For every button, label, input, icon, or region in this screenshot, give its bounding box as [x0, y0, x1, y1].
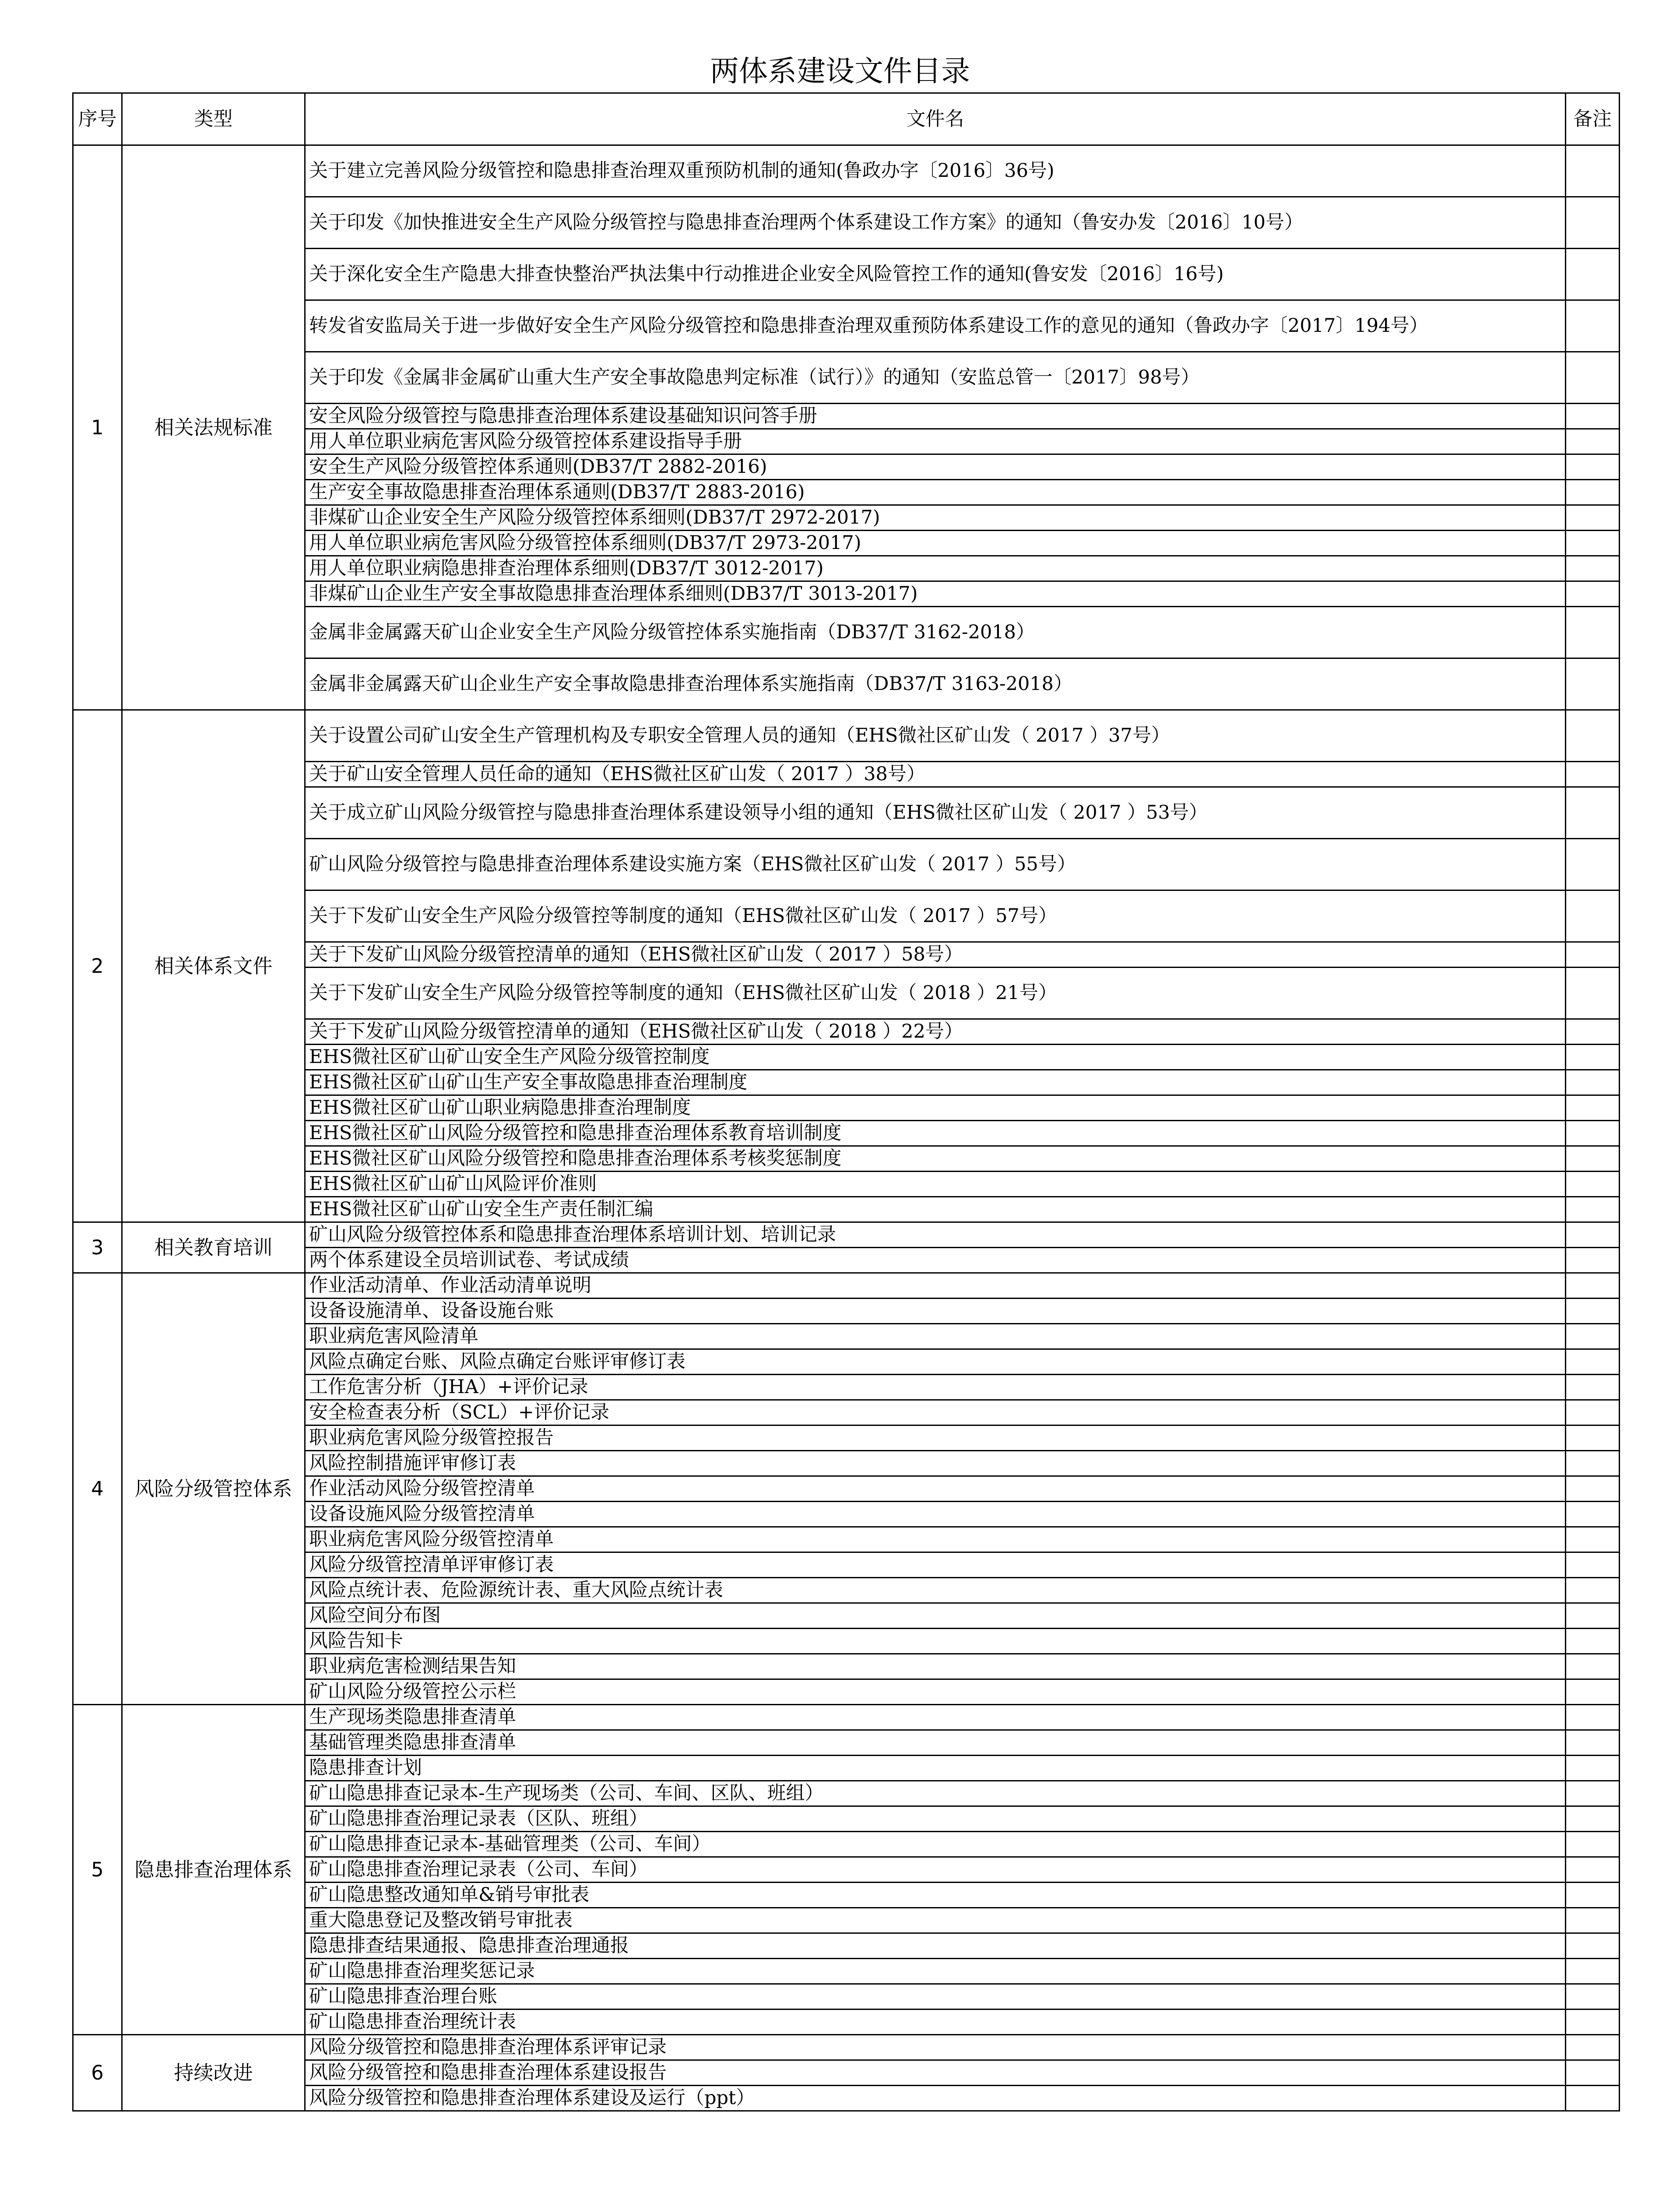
note-cell	[1566, 1679, 1620, 1705]
document-name: 金属非金属露天矿山企业安全生产风险分级管控体系实施指南（DB37/T 3162-2018）	[309, 621, 1035, 643]
document-name-cell	[305, 1273, 1566, 1299]
table-row	[73, 1781, 1620, 1806]
header-name: 文件名	[305, 93, 1566, 145]
note-cell	[1566, 429, 1620, 454]
document-name-cell	[305, 1908, 1566, 1933]
document-name-cell	[305, 1451, 1566, 1476]
note-cell	[1566, 505, 1620, 531]
header-type: 类型	[122, 93, 305, 145]
document-name-cell	[305, 505, 1566, 531]
document-name-cell	[305, 1299, 1566, 1324]
section-number: 1	[73, 145, 122, 710]
table-row	[73, 968, 1620, 1019]
document-name-cell	[305, 1730, 1566, 1756]
table-row	[73, 1756, 1620, 1781]
document-name: 安全生产风险分级管控体系通则(DB37/T 2882-2016)	[309, 455, 767, 478]
note-cell	[1566, 1527, 1620, 1552]
document-name: 安全检查表分析（SCL）+评价记录	[309, 1401, 609, 1423]
table-row	[73, 942, 1620, 968]
document-name: 关于下发矿山安全生产风险分级管控等制度的通知（EHS微社区矿山发（ 2018 ）21号）	[309, 982, 1057, 1004]
table-row	[73, 352, 1620, 404]
document-name: 生产现场类隐患排查清单	[309, 1706, 516, 1728]
note-cell	[1566, 1857, 1620, 1883]
document-name: 职业病危害检测结果告知	[309, 1655, 516, 1677]
note-cell	[1566, 1400, 1620, 1425]
document-name-cell	[305, 942, 1566, 968]
note-cell	[1566, 300, 1620, 352]
document-name: 转发省安监局关于进一步做好安全生产风险分级管控和隐患排查治理双重预防体系建设工作的意见的通知（鲁政办字〔2017〕194号）	[309, 314, 1428, 337]
document-name: 关于设置公司矿山安全生产管理机构及专职安全管理人员的通知（EHS微社区矿山发（ 2017 ）37号）	[309, 724, 1170, 746]
note-cell	[1566, 1375, 1620, 1400]
document-name: 生产安全事故隐患排查治理体系通则(DB37/T 2883-2016)	[309, 481, 805, 503]
document-name: 非煤矿山企业生产安全事故隐患排查治理体系细则(DB37/T 3013-2017)	[309, 582, 918, 605]
note-cell	[1566, 1248, 1620, 1273]
note-cell	[1566, 1451, 1620, 1476]
section-number: 6	[73, 2035, 122, 2111]
table-row	[73, 1806, 1620, 1832]
table-row	[73, 556, 1620, 581]
document-name-cell	[305, 1197, 1566, 1222]
document-name: 职业病危害风险清单	[309, 1325, 478, 1347]
document-name: 作业活动风险分级管控清单	[309, 1477, 535, 1499]
note-cell	[1566, 710, 1620, 762]
document-name: 风险分级管控和隐患排查治理体系评审记录	[309, 2036, 667, 2058]
document-name: 矿山隐患排查治理台账	[309, 1985, 497, 2007]
document-name: 关于深化安全生产隐患大排查快整治严执法集中行动推进企业安全风险管控工作的通知(鲁安发〔2016〕16号)	[309, 263, 1224, 285]
document-name: 重大隐患登记及整改销号审批表	[309, 1909, 573, 1931]
table-row	[73, 145, 1620, 197]
document-name-cell	[305, 1375, 1566, 1400]
document-name: 关于下发矿山安全生产风险分级管控等制度的通知（EHS微社区矿山发（ 2017 ）57号）	[309, 904, 1057, 927]
table-row	[73, 762, 1620, 787]
table-row	[73, 1451, 1620, 1476]
note-cell	[1566, 1629, 1620, 1654]
table-row	[73, 1121, 1620, 1146]
table-row	[73, 1197, 1620, 1222]
note-cell	[1566, 404, 1620, 429]
document-name-cell	[305, 1679, 1566, 1705]
document-name: 风险分级管控和隐患排查治理体系建设报告	[309, 2061, 667, 2083]
header-no: 序号	[73, 93, 122, 145]
document-name-cell	[305, 1883, 1566, 1908]
document-name-cell	[305, 1933, 1566, 1959]
document-name-cell	[305, 1629, 1566, 1654]
note-cell	[1566, 1730, 1620, 1756]
table-row	[73, 607, 1620, 658]
table-row	[73, 1502, 1620, 1527]
document-name-cell	[305, 1070, 1566, 1095]
table-row	[73, 505, 1620, 531]
document-name-cell	[305, 839, 1566, 890]
document-name: EHS微社区矿山矿山安全生产风险分级管控制度	[309, 1045, 710, 1068]
document-name-cell	[305, 404, 1566, 429]
note-cell	[1566, 1146, 1620, 1172]
note-cell	[1566, 658, 1620, 710]
document-name-cell	[305, 1425, 1566, 1451]
document-name: 风险控制措施评审修订表	[309, 1452, 516, 1474]
document-name: EHS微社区矿山矿山安全生产责任制汇编	[309, 1198, 654, 1220]
table-row	[73, 1857, 1620, 1883]
note-cell	[1566, 607, 1620, 658]
document-name: 风险分级管控清单评审修订表	[309, 1553, 554, 1576]
note-cell	[1566, 787, 1620, 839]
document-name-cell	[305, 1603, 1566, 1629]
document-name-cell	[305, 1502, 1566, 1527]
table-row	[73, 787, 1620, 839]
note-cell	[1566, 145, 1620, 197]
note-cell	[1566, 1984, 1620, 2010]
document-name: 矿山隐患排查治理统计表	[309, 2010, 516, 2033]
document-name: 风险分级管控和隐患排查治理体系建设及运行（ppt）	[309, 2087, 755, 2109]
note-cell	[1566, 890, 1620, 942]
document-name: 工作危害分析（JHA）+评价记录	[309, 1376, 588, 1398]
document-name-cell	[305, 581, 1566, 607]
note-cell	[1566, 531, 1620, 556]
document-name: 矿山隐患排查治理记录表（区队、班组）	[309, 1807, 648, 1830]
note-cell	[1566, 197, 1620, 249]
note-cell	[1566, 1502, 1620, 1527]
table-row	[73, 1832, 1620, 1857]
table-row	[73, 249, 1620, 300]
document-name: EHS微社区矿山矿山风险评价准则	[309, 1172, 597, 1195]
document-name: 关于印发《金属非金属矿山重大生产安全事故隐患判定标准（试行）》的通知（安监总管一〔2017〕98号）	[309, 366, 1200, 388]
note-cell	[1566, 1883, 1620, 1908]
document-name-cell	[305, 890, 1566, 942]
table-row	[73, 1273, 1620, 1299]
document-name: 用人单位职业病危害风险分级管控体系细则(DB37/T 2973-2017)	[309, 531, 861, 554]
document-name: 矿山隐患排查治理记录表（公司、车间）	[309, 1858, 648, 1880]
document-name: 矿山风险分级管控与隐患排查治理体系建设实施方案（EHS微社区矿山发（ 2017 ）55号）	[309, 853, 1076, 875]
note-cell	[1566, 1425, 1620, 1451]
document-name: 关于印发《加快推进安全生产风险分级管控与隐患排查治理两个体系建设工作方案》的通知（鲁安办发〔2016〕10号）	[309, 211, 1304, 233]
table-row	[73, 404, 1620, 429]
document-name-cell	[305, 1806, 1566, 1832]
table-row	[73, 1222, 1620, 1248]
document-name-cell	[305, 1045, 1566, 1070]
table-row	[73, 1375, 1620, 1400]
table-row	[73, 300, 1620, 352]
document-name: 两个体系建设全员培训试卷、考试成绩	[309, 1249, 629, 1271]
note-cell	[1566, 249, 1620, 300]
page-title: 两体系建设文件目录	[710, 54, 970, 88]
document-name: 关于建立完善风险分级管控和隐患排查治理双重预防机制的通知(鲁政办字〔2016〕36号)	[309, 159, 1054, 182]
note-cell	[1566, 1832, 1620, 1857]
document-name-cell	[305, 1349, 1566, 1375]
section-type: 风险分级管控体系	[122, 1273, 305, 1705]
note-cell	[1566, 1045, 1620, 1070]
section-type: 隐患排查治理体系	[122, 1705, 305, 2035]
note-cell	[1566, 1654, 1620, 1679]
document-name-cell	[305, 658, 1566, 710]
table-row	[73, 1679, 1620, 1705]
document-name-cell	[305, 1146, 1566, 1172]
document-name-cell	[305, 1248, 1566, 1273]
section-number: 5	[73, 1705, 122, 2035]
document-name-cell	[305, 2010, 1566, 2035]
document-name: 风险点统计表、危险源统计表、重大风险点统计表	[309, 1579, 723, 1601]
table-row	[73, 1552, 1620, 1578]
table-row	[73, 1933, 1620, 1959]
table-row	[73, 454, 1620, 480]
table-row	[73, 1959, 1620, 1984]
note-cell	[1566, 2035, 1620, 2060]
table-row	[73, 1527, 1620, 1552]
note-cell	[1566, 2086, 1620, 2111]
document-name-cell	[305, 352, 1566, 404]
document-name-cell	[305, 429, 1566, 454]
document-name-cell	[305, 1705, 1566, 1730]
document-name-cell	[305, 1984, 1566, 2010]
note-cell	[1566, 1476, 1620, 1502]
document-name-cell	[305, 1172, 1566, 1197]
note-cell	[1566, 581, 1620, 607]
document-name-cell	[305, 762, 1566, 787]
document-name: 非煤矿山企业安全生产风险分级管控体系细则(DB37/T 2972-2017)	[309, 506, 880, 528]
note-cell	[1566, 762, 1620, 787]
note-cell	[1566, 1781, 1620, 1806]
document-name: 作业活动清单、作业活动清单说明	[309, 1274, 591, 1296]
table-row	[73, 2035, 1620, 2060]
section-type: 持续改进	[122, 2035, 305, 2111]
note-cell	[1566, 1756, 1620, 1781]
document-name: 矿山风险分级管控公示栏	[309, 1680, 516, 1703]
section-type: 相关体系文件	[122, 710, 305, 1222]
table-row	[73, 1172, 1620, 1197]
document-name: EHS微社区矿山矿山职业病隐患排查治理制度	[309, 1096, 691, 1119]
table-row	[73, 658, 1620, 710]
section-number: 4	[73, 1273, 122, 1705]
document-name-cell	[305, 1019, 1566, 1045]
document-name: 风险点确定台账、风险点确定台账评审修订表	[309, 1350, 685, 1373]
document-name: 金属非金属露天矿山企业生产安全事故隐患排查治理体系实施指南（DB37/T 3163-2018）	[309, 672, 1073, 695]
document-name-cell	[305, 1756, 1566, 1781]
table-row	[73, 1146, 1620, 1172]
note-cell	[1566, 1578, 1620, 1603]
document-name: 关于下发矿山风险分级管控清单的通知（EHS微社区矿山发（ 2018 ）22号）	[309, 1020, 963, 1042]
table-row	[73, 1324, 1620, 1349]
document-name-cell	[305, 1578, 1566, 1603]
note-cell	[1566, 2060, 1620, 2086]
table-row	[73, 1045, 1620, 1070]
note-cell	[1566, 454, 1620, 480]
document-name: 风险告知卡	[309, 1629, 403, 1652]
table-row	[73, 839, 1620, 890]
table-row	[73, 1578, 1620, 1603]
note-cell	[1566, 942, 1620, 968]
document-name-cell	[305, 1654, 1566, 1679]
note-cell	[1566, 352, 1620, 404]
document-name-cell	[305, 2035, 1566, 2060]
table-row	[73, 1705, 1620, 1730]
document-name: 矿山隐患排查记录本-基础管理类（公司、车间）	[309, 1833, 711, 1855]
section-type: 相关教育培训	[122, 1222, 305, 1273]
note-cell	[1566, 1121, 1620, 1146]
table-row	[73, 1019, 1620, 1045]
table-row	[73, 480, 1620, 505]
document-name: 设备设施清单、设备设施台账	[309, 1299, 554, 1322]
document-name-cell	[305, 2086, 1566, 2111]
note-cell	[1566, 1172, 1620, 1197]
table-row	[73, 1629, 1620, 1654]
document-name-cell	[305, 145, 1566, 197]
table-row	[73, 1248, 1620, 1273]
document-catalog-table	[72, 92, 1620, 2112]
document-name: 职业病危害风险分级管控清单	[309, 1528, 554, 1550]
table-row	[73, 197, 1620, 249]
document-name-cell	[305, 968, 1566, 1019]
note-cell	[1566, 556, 1620, 581]
document-name: 风险空间分布图	[309, 1604, 441, 1626]
document-name: EHS微社区矿山风险分级管控和隐患排查治理体系教育培训制度	[309, 1122, 842, 1144]
note-cell	[1566, 1070, 1620, 1095]
note-cell	[1566, 1349, 1620, 1375]
note-cell	[1566, 1299, 1620, 1324]
document-name: 关于矿山安全管理人员任命的通知（EHS微社区矿山发（ 2017 ）38号）	[309, 763, 925, 785]
note-cell	[1566, 1273, 1620, 1299]
document-name-cell	[305, 2060, 1566, 2086]
document-name-cell	[305, 300, 1566, 352]
document-name-cell	[305, 1857, 1566, 1883]
document-name: 基础管理类隐患排查清单	[309, 1731, 516, 1753]
table-row	[73, 581, 1620, 607]
note-cell	[1566, 1197, 1620, 1222]
document-name-cell	[305, 531, 1566, 556]
table-row	[73, 1730, 1620, 1756]
document-name: 用人单位职业病隐患排查治理体系细则(DB37/T 3012-2017)	[309, 557, 824, 579]
document-name: 用人单位职业病危害风险分级管控体系建设指导手册	[309, 430, 742, 452]
note-cell	[1566, 1552, 1620, 1578]
section-number: 3	[73, 1222, 122, 1273]
note-cell	[1566, 968, 1620, 1019]
document-name: 设备设施风险分级管控清单	[309, 1503, 535, 1525]
document-name-cell	[305, 1781, 1566, 1806]
table-body	[73, 145, 1620, 2111]
document-name: 矿山隐患排查治理奖惩记录	[309, 1960, 535, 1982]
document-name-cell	[305, 249, 1566, 300]
note-cell	[1566, 1806, 1620, 1832]
table-row	[73, 890, 1620, 942]
table-row	[73, 1349, 1620, 1375]
table-row	[73, 2086, 1620, 2111]
table-row	[73, 1425, 1620, 1451]
header-row	[73, 93, 1620, 145]
note-cell	[1566, 480, 1620, 505]
note-cell	[1566, 1705, 1620, 1730]
table-row	[73, 1070, 1620, 1095]
document-name: 矿山隐患排查记录本-生产现场类（公司、车间、区队、班组）	[309, 1782, 824, 1804]
document-name-cell	[305, 480, 1566, 505]
document-name-cell	[305, 1095, 1566, 1121]
document-name: 安全风险分级管控与隐患排查治理体系建设基础知识问答手册	[309, 405, 817, 427]
document-name-cell	[305, 607, 1566, 658]
table-row	[73, 1654, 1620, 1679]
table-row	[73, 1883, 1620, 1908]
table-row	[73, 1095, 1620, 1121]
note-cell	[1566, 1908, 1620, 1933]
note-cell	[1566, 1933, 1620, 1959]
document-name: EHS微社区矿山风险分级管控和隐患排查治理体系考核奖惩制度	[309, 1147, 842, 1169]
document-name: 隐患排查计划	[309, 1756, 422, 1779]
document-name-cell	[305, 1527, 1566, 1552]
table-row	[73, 710, 1620, 762]
table-row	[73, 2010, 1620, 2035]
document-name-cell	[305, 1552, 1566, 1578]
document-name-cell	[305, 1832, 1566, 1857]
section-number: 2	[73, 710, 122, 1222]
document-name-cell	[305, 710, 1566, 762]
table-row	[73, 1603, 1620, 1629]
document-name-cell	[305, 1400, 1566, 1425]
document-name-cell	[305, 556, 1566, 581]
document-name-cell	[305, 1324, 1566, 1349]
header-note: 备注	[1566, 93, 1620, 145]
note-cell	[1566, 1959, 1620, 1984]
document-name-cell	[305, 197, 1566, 249]
table-row	[73, 429, 1620, 454]
document-name: 矿山风险分级管控体系和隐患排查治理体系培训计划、培训记录	[309, 1223, 836, 1246]
note-cell	[1566, 1603, 1620, 1629]
document-name: EHS微社区矿山矿山生产安全事故隐患排查治理制度	[309, 1071, 748, 1093]
note-cell	[1566, 2010, 1620, 2035]
document-name: 隐患排查结果通报、隐患排查治理通报	[309, 1934, 629, 1957]
note-cell	[1566, 1324, 1620, 1349]
document-name: 关于成立矿山风险分级管控与隐患排查治理体系建设领导小组的通知（EHS微社区矿山发（ 2017 ）53号）	[309, 801, 1208, 824]
document-name: 矿山隐患整改通知单&销号审批表	[309, 1883, 590, 1906]
table-row	[73, 1299, 1620, 1324]
document-name: 职业病危害风险分级管控报告	[309, 1426, 554, 1449]
note-cell	[1566, 1222, 1620, 1248]
document-name: 关于下发矿山风险分级管控清单的通知（EHS微社区矿山发（ 2017 ）58号）	[309, 943, 963, 965]
note-cell	[1566, 839, 1620, 890]
document-name-cell	[305, 1476, 1566, 1502]
section-type: 相关法规标准	[122, 145, 305, 710]
document-name-cell	[305, 454, 1566, 480]
table-row	[73, 531, 1620, 556]
table-row	[73, 1908, 1620, 1933]
note-cell	[1566, 1019, 1620, 1045]
document-name-cell	[305, 1959, 1566, 1984]
document-name-cell	[305, 787, 1566, 839]
document-name-cell	[305, 1121, 1566, 1146]
table-row	[73, 1400, 1620, 1425]
table-row	[73, 1984, 1620, 2010]
table-row	[73, 2060, 1620, 2086]
document-name-cell	[305, 1222, 1566, 1248]
table-row	[73, 1476, 1620, 1502]
note-cell	[1566, 1095, 1620, 1121]
